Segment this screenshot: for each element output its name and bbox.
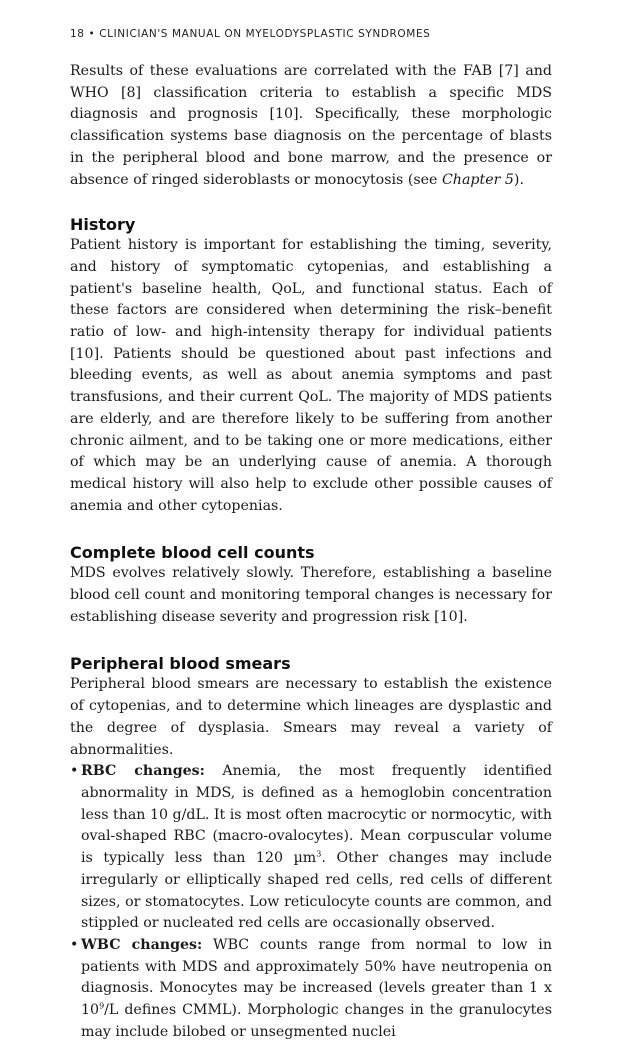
smears-list [70,761,552,1043]
chapter-reference: Chapter 5 [441,171,514,188]
rbc-text: Anemia, the most frequently identified abnormality in MDS, is defined as a hemoglobin concentration less than 10 g/dL. It is most often macrocytic or normocytic, with oval-shaped RBC (macro-ovalocytes). Mean corpuscular volume is typically less than 120 µm [81,763,552,867]
cbc-section [70,543,552,628]
list-item-rbc [70,761,552,935]
smears-paragraph: Peripheral blood smears are necessary to establish the existence of cytopenias, and to determine which lineages are dysplastic and the degree of dysplasia. Smears may reveal a variety of abnormalities. [70,676,552,758]
intro-paragraph [70,61,552,191]
history-section [70,215,552,517]
intro-end: ). [513,171,524,188]
bullet-icon: • [70,936,79,953]
rbc-label: RBC changes: [81,763,205,780]
list-item-wbc [70,935,552,1043]
wbc-label: WBC changes: [81,936,203,953]
bullet-icon: • [70,763,79,780]
smears-section [70,654,552,1043]
intro-text: Results of these evaluations are correlated with the FAB [7] and WHO [8] classification criteria to establish a specific MDS diagnosis and prognosis [10]. Specifically, these morphologic classification systems base diagnosis on the percentage of blasts in the peripheral blood and bone marrow, and the presence or absence of ringed sideroblasts or monocytosis (see [70,63,552,188]
running-head: 18 • CLINICIAN'S MANUAL ON MYELODYSPLASTIC SYNDROMES [70,28,431,40]
history-paragraph: Patient history is important for establishing the timing, severity, and history of symptomatic cytopenias, and establishing a patient's baseline health, QoL, and functional status. Each of these factors are considered when determining the risk–benefit ratio of low- and high-intensity therapy for individual patients [10]. Patients should be questioned about past infections and bleeding events, as well as about anemia symptoms and past transfusions, and their current QoL. The majority of MDS patients are elderly, and are therefore likely to be suffering from another chronic ailment, and to be taking one or more medications, either of which may be an underlying cause of anemia. A thorough medical history will also help to exclude other possible causes of anemia and other cytopenias. [70,237,552,514]
page [70,28,552,1043]
wbc-text: WBC counts range from normal to low in patients with MDS and approximately 50% have neutropenia on diagnosis. Monocytes may be increased (levels greater than 1 x 10 [81,936,552,1019]
rbc-text-cont: . Other changes may include irregularly or elliptically shaped red cells, red cells of different sizes, or stomatocytes. Low reticulocyte counts are common, and stippled or nucleated red cells are occasionally observed. [81,850,552,932]
wbc-superscript: 9 [99,1001,105,1011]
smears-heading: Peripheral blood smears [70,654,291,674]
rbc-superscript: 3 [316,849,322,859]
cbc-heading: Complete blood cell counts [70,543,315,563]
history-heading: History [70,215,136,235]
wbc-text-cont: /L defines CMML). Morphologic changes in the granulocytes may include bilobed or unsegmented nuclei [81,1002,552,1040]
cbc-paragraph: MDS evolves relatively slowly. Therefore, establishing a baseline blood cell count and monitoring temporal changes is necessary for establishing disease severity and progression risk [10]. [70,565,552,625]
